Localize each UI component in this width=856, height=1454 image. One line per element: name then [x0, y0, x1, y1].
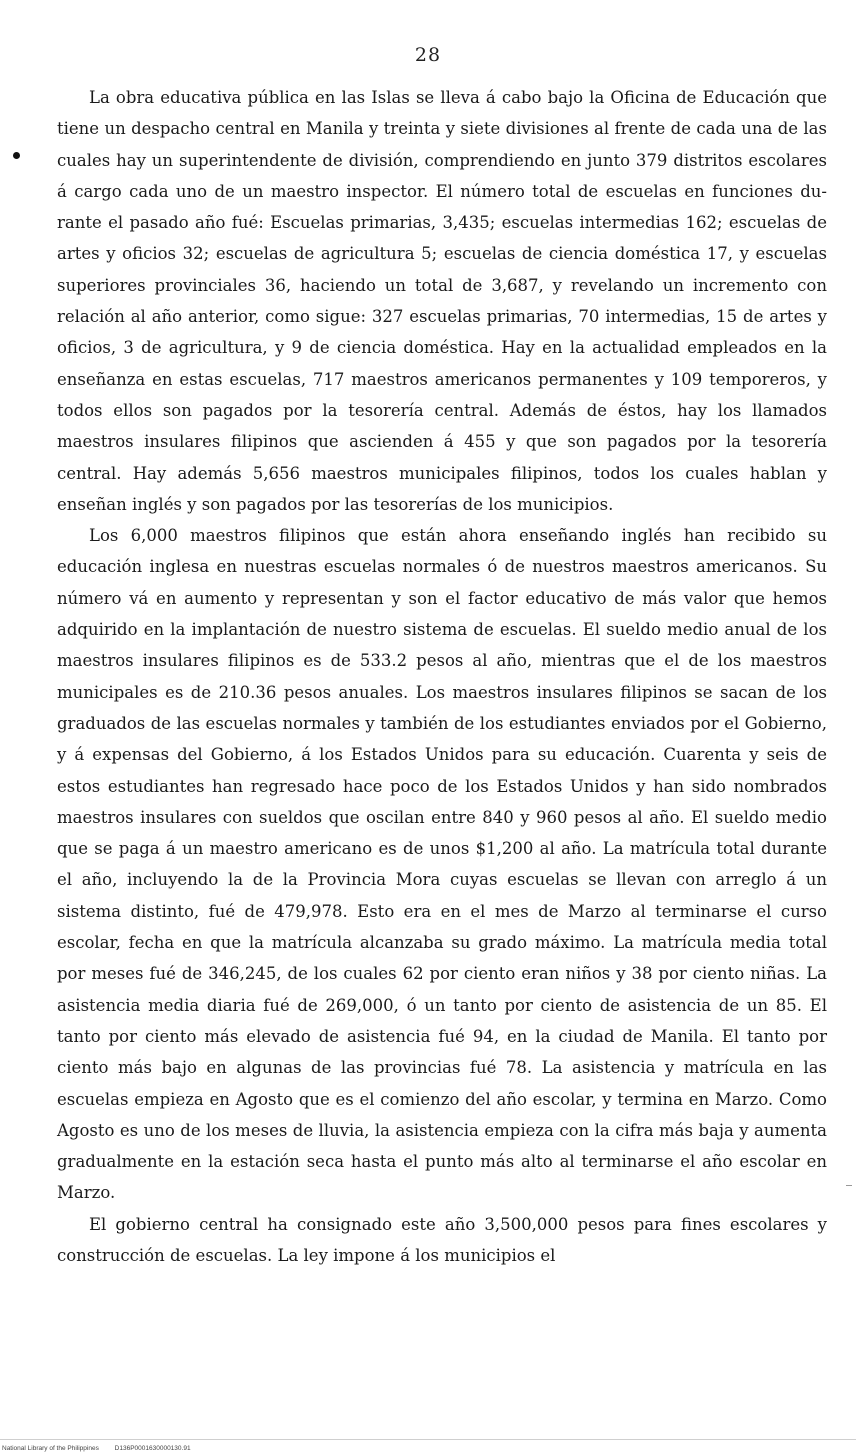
- paragraph-2: Los 6,000 maestros filipinos que están ahora enseñando inglés han recibido su educación inglesa en nuestras escuelas normales ó de nuestros maestros americanos. Su número vá en aumento y representan y son el factor educativo de más valor que hemos adquirido en la implantación de nuestro sistema de escuelas. El sueldo medio anual de los maestros insulares filipinos es de 533.2 pesos al año, mientras que el de los maestros municipales es de 210.36 pesos anuales. Los maestros insulares filipinos se sacan de los graduados de las escuelas normales y también de los estudiantes enviados por el Gobierno, y á expensas del Gobierno, á los Estados Unidos para su educación. Cuarenta y seis de estos estudiantes han regresado hace poco de los Estados Unidos y han sido nombrados maestros insulares con sueldos que oscilan entre 840 y 960 pesos al año. El sueldo medio que se paga á un maestro americano es de unos $1,200 al año. La matrícula total durante el año, incluyendo la de la Provincia Mora cuyas escuelas se llevan con arreglo á un sistema distinto, fué de 479,978. Esto era en el mes de Marzo al terminarse el curso escolar, fecha en que la matrícula alcanzaba su grado máximo. La matrícula media total por meses fué de 346,245, de los cuales 62 por ciento eran niños y 38 por ciento niñas. La asistencia media diaria fué de 269,000, ó un tanto por ciento de asistencia de un 85. El tanto por ciento más elevado de asistencia fué 94, en la ciudad de Manila. El tanto por ciento más bajo en algunas de las provincias fué 78. La asistencia y matrícula en las escuelas empieza en Agosto que es el comienzo del año escolar, y termina en Marzo. Como Agosto es uno de los meses de lluvia, la asistencia empieza con la cifra más baja y aumenta gradualmente en la estación seca hasta el punto más alto al terminarse el año escolar en Marzo.: [57, 526, 827, 1203]
- margin-bullet-mark: [13, 152, 20, 159]
- footer-divider: [0, 1439, 856, 1440]
- body-text: [57, 82, 827, 1271]
- scan-edge-mark: [846, 1185, 852, 1186]
- footer-record-id: D136P0001630000130.91: [114, 1445, 191, 1452]
- paragraph-3: El gobierno central ha consignado este año 3,500,000 pesos para fines escolares y construcción de escuelas. La ley impone á los municipios el: [57, 1214, 827, 1265]
- footer-institution: National Library of the Philippines: [2, 1445, 99, 1452]
- page-number: 28: [414, 44, 442, 66]
- scan-footer: [2, 1445, 191, 1452]
- paragraph-1: La obra educativa pública en las Islas se lleva á cabo bajo la Oficina de Educación que tiene un despacho central en Manila y treinta y siete divisiones al frente de cada una de las cuales hay un superintendente de división, comprendiendo en junto 379 distritos escolares á cargo cada uno de un maestro inspector. El número total de escuelas en funciones durante el pasado año fué: Escuelas primarias, 3,435; escuelas intermedias 162; escuelas de artes y oficios 32; escuelas de agricultura 5; escuelas de ciencia doméstica 17, y escuelas superiores provinciales 36, haciendo un total de 3,687, y revelando un incremento con relación al año anterior, como sigue: 327 escuelas primarias, 70 intermedias, 15 de artes y oficios, 3 de agricultura, y 9 de ciencia doméstica. Hay en la actualidad empleados en la enseñanza en estas escuelas, 717 maestros americanos permanentes y 109 temporeros, y todos ellos son pagados por la tesorería central. Además de éstos, hay los llamados maestros insulares filipinos que ascienden á 455 y que son pagados por la tesorería central. Hay además 5,656 maestros municipales filipinos, todos los cuales hablan y enseñan inglés y son pagados por las tesorerías de los municipios.: [57, 88, 827, 514]
